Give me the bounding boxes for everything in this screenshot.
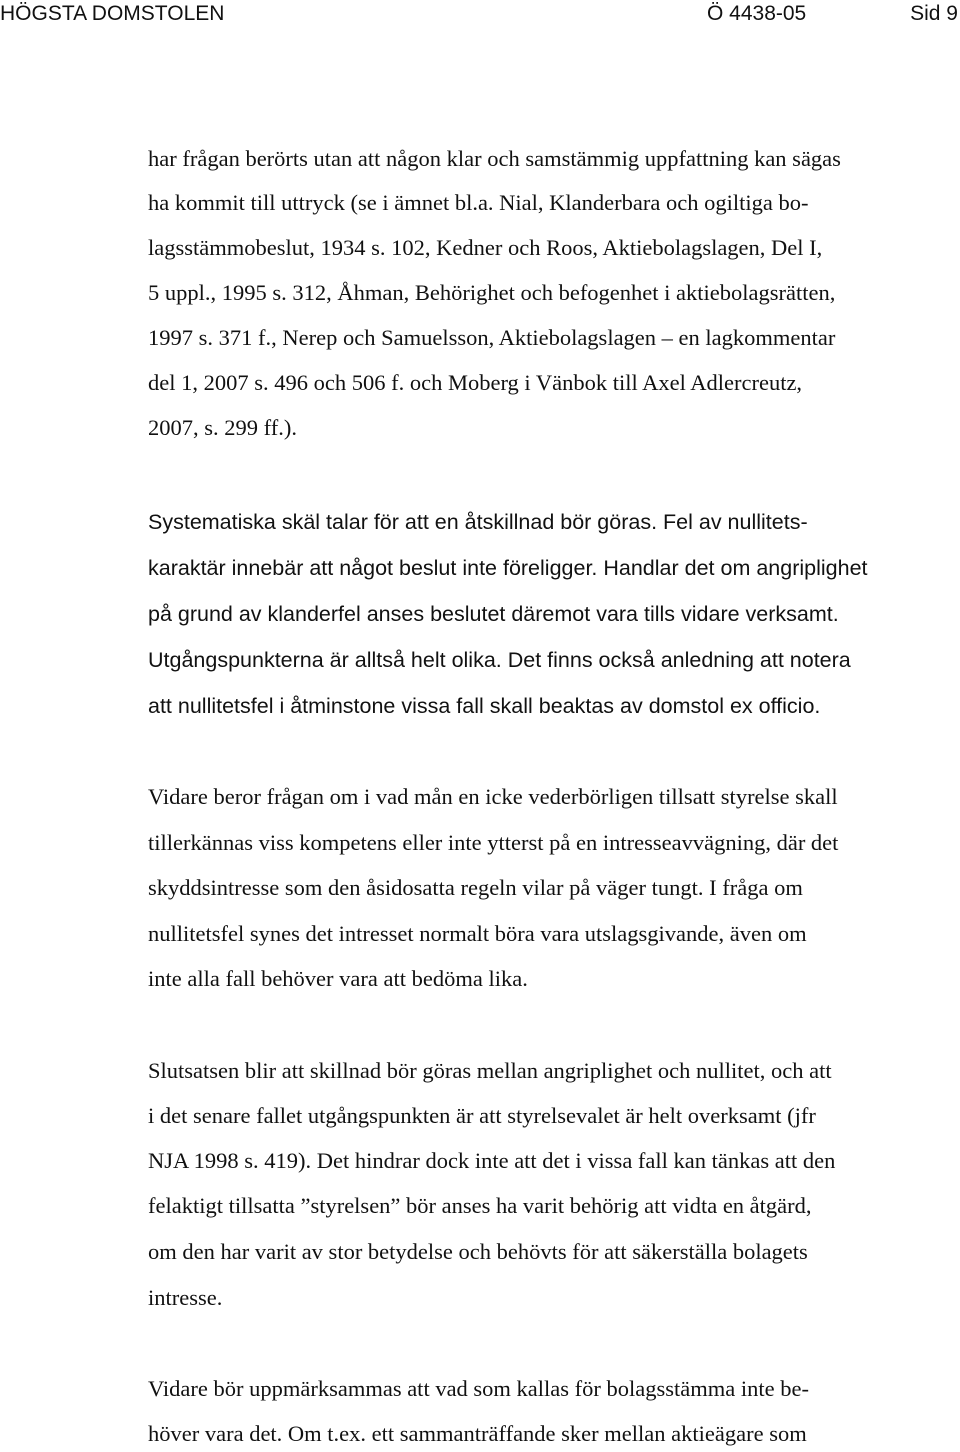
- text-line: NJA 1998 s. 419). Det hindrar dock inte att det i vissa fall kan tänkas att den: [148, 1148, 836, 1173]
- text-line: ha kommit till uttryck (se i ämnet bl.a. Nial, Klanderbara och ogiltiga bo-: [148, 190, 809, 215]
- text-line: skyddsintresse som den åsidosatta regeln vilar på väger tungt. I fråga om: [148, 875, 803, 900]
- text-line: i det senare fallet utgångspunkten är att styrelsevalet är helt overksamt (jfr: [148, 1103, 816, 1128]
- text-line: Vidare beror frågan om i vad mån en icke vederbörligen tillsatt styrelse skall: [148, 784, 838, 809]
- page-header: [0, 0, 960, 36]
- text-line: karaktär innebär att något beslut inte föreligger. Handlar det om angriplighet: [148, 556, 868, 580]
- court-name: HÖGSTA DOMSTOLEN: [0, 2, 225, 25]
- text-line: Systematiska skäl talar för att en åtskillnad bör göras. Fel av nullitets-: [148, 510, 808, 534]
- text-line: 5 uppl., 1995 s. 312, Åhman, Behörighet och befogenhet i aktiebolagsrätten,: [148, 280, 836, 305]
- text-line: Vidare bör uppmärksammas att vad som kallas för bolagsstämma inte be-: [148, 1376, 809, 1401]
- text-line: Slutsatsen blir att skillnad bör göras mellan angriplighet och nullitet, och att: [148, 1058, 832, 1083]
- text-line: lagsstämmobeslut, 1934 s. 102, Kedner och Roos, Aktiebolagslagen, Del I,: [148, 235, 823, 260]
- text-line: 2007, s. 299 ff.).: [148, 415, 297, 440]
- text-line: har frågan berörts utan att någon klar och samstämmig uppfattning kan sägas: [148, 146, 841, 171]
- case-number: Ö 4438-05: [707, 2, 807, 25]
- text-line: nullitetsfel synes det intresset normalt böra vara utslagsgivande, även om: [148, 921, 807, 946]
- text-line: om den har varit av stor betydelse och behövts för att säkerställa bolagets: [148, 1239, 808, 1264]
- page-number: Sid 9: [910, 2, 958, 25]
- text-line: del 1, 2007 s. 496 och 506 f. och Moberg i Vänbok till Axel Adlercreutz,: [148, 370, 803, 395]
- text-line: höver vara det. Om t.ex. ett sammanträffande sker mellan aktieägare som: [148, 1421, 807, 1446]
- text-line: att nullitetsfel i åtminstone vissa fall skall beaktas av domstol ex officio.: [148, 694, 821, 718]
- text-line: intresse.: [148, 1285, 223, 1310]
- text-line: 1997 s. 371 f., Nerep och Samuelsson, Aktiebolagslagen – en lagkommentar: [148, 325, 836, 350]
- text-line: på grund av klanderfel anses beslutet däremot vara tills vidare verksamt.: [148, 602, 839, 626]
- text-line: inte alla fall behöver vara att bedöma lika.: [148, 966, 528, 991]
- text-line: tillerkännas viss kompetens eller inte ytterst på en intresseavvägning, där det: [148, 830, 839, 855]
- text-line: felaktigt tillsatta ”styrelsen” bör anses ha varit behörig att vidta en åtgärd,: [148, 1193, 812, 1218]
- text-line: Utgångspunkterna är alltså helt olika. Det finns också anledning att notera: [148, 648, 851, 672]
